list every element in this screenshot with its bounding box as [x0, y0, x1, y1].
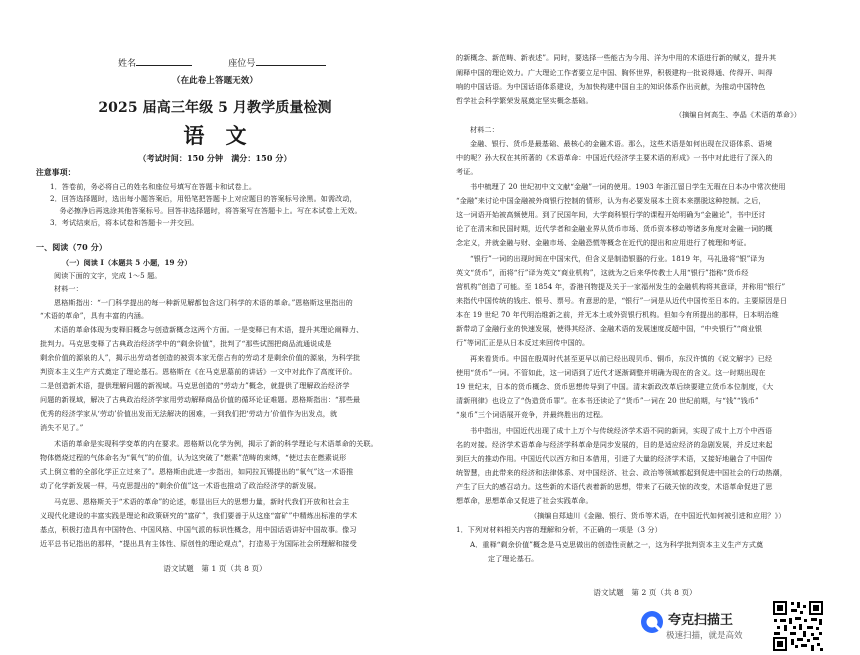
material-2-label: 材料二：	[470, 125, 499, 134]
text-line: 新带动了金融行业的快速发展，使得其经济、金融术语的发展速度反超中国，“中央银行”“商业银	[456, 324, 763, 333]
app-slogan: 极速扫描，就是高效	[666, 631, 743, 641]
notice-title: 注意事项：	[36, 168, 76, 177]
notice-2b: 务必擦净后再选涂其他答案标号。回答非选择题时，将答案写在答题卡上。写在本试卷上无效。	[50, 206, 362, 215]
text-line: 19 世纪末，日本的货币概念、货币思想传导到了中国。清末新政改革后续要建立货币本位制度，《大	[456, 382, 774, 391]
source-citation-1: （摘编自何高生、李晶《术语的革命》）	[675, 110, 801, 119]
text-line: 的新概念、新范畴、新表述”。同时，要选择一些能古为今用、洋为中用的术语进行新的赋义，提升其	[456, 53, 777, 62]
text-line: 二是创造新术语，提供理解问题的新视域。马克思创造的“劳动力”概念，就提供了理解政治经济学	[40, 381, 350, 390]
text-line: 近平总书记指出的那样，“提出具有主体性、原创性的理论观点”，打造易于为国际社会所理解和接受	[40, 539, 357, 548]
material-1-label: 材料一：	[54, 284, 83, 293]
text-line: 问题的新视域，解决了古典政治经济学家用劳动解释商品价值的循环论证难题。恩格斯指出：“那些最	[40, 395, 361, 404]
page-footer: 语文试题 第 1 页（共 8 页）	[163, 564, 267, 573]
question-1: 1．下列对材料相关内容的理解和分析，不正确的一项是（3 分）	[456, 525, 662, 534]
text-line: 再来看货币。中国在殷周时代甚至更早以前已经出现贝币、铜币，东汉许慎的《说文解字》已经	[470, 354, 773, 363]
subsection-reading-1: （一）阅读 I（本题共 5 小题，19 分）	[62, 258, 192, 267]
text-line: 马克思、恩格斯关于“术语的革命”的论述，彰显出巨大的思想力量，新时代我们开放和社会主	[54, 497, 350, 506]
scanner-watermark	[640, 605, 754, 645]
instruction: 阅读下面的文字，完成 1～5 题。	[54, 271, 162, 280]
text-line: 动了化学新发展一样，马克思提出的“剩余价值”这一术语也推动了政治经济学的新发展。	[40, 481, 321, 490]
no-answer-note: （在此卷上答题无效）	[171, 76, 258, 86]
app-name: 夸克扫描王	[668, 613, 734, 628]
page-footer: 语文试题 第 2 页（共 8 页）	[593, 588, 697, 597]
text-line: 书中梳理了 20 世纪初中文文献“金融”一词的使用。1903 年浙江留日学生无瑕在日本办中常次使用	[470, 182, 786, 191]
time-score: （考试时间：150 分钟 满分：150 分）	[138, 153, 292, 163]
text-line: 哲学社会科学繁荣发展奠定坚实概念基础。	[456, 96, 593, 105]
text-line: 使用“货币”一词。不管如此，这一词语到了近代才逐渐调整并明确为现在的含义。这一时期出现在	[456, 368, 766, 377]
text-line: 恩格斯指出：“一门科学提出的每一种新见解都包含这门科学的术语的革命。”恩格斯这里指出的	[54, 298, 353, 307]
text-line: 消失不见了。”	[40, 423, 84, 432]
seat-label: 座位号	[228, 59, 256, 69]
text-line: 到巨大的推动作用。中国近代以西方和日本借用，引进了大量的经济学术语，又接好地融合了中国传	[456, 454, 773, 463]
text-line: 本在 19 世纪 70 年代明治维新之前，并无本土或外资银行机构。但如今有所提出的那样，日本明治维	[456, 310, 779, 319]
text-line: 术语的革命体现为变释旧概念与创造新概念这两个方面。一是变释已有术语，提升其理论阐释力、	[54, 325, 364, 334]
text-line: 批判力。马克思变释了古典政治经济学中的“剩余价值”，批判了“那些试图把商品流通说成是	[40, 339, 332, 348]
text-line: 金融、银行、货币是最基础、最核心的金融术语。那么，这些术语是如何出现在汉语体系、语境	[470, 139, 773, 148]
text-line: “金融”来讨论中国金融被外商银行控制的情形，认为有必要发展本土资本来摆脱这种控制。之后，	[456, 196, 766, 205]
notice-1: 1．答卷前，务必将自己的姓名和座位号填写在答题卡和试卷上。	[50, 182, 257, 191]
text-line: 物体燃烧过程的气体命名为“氧气”的价值，认为这突破了“燃素”范畴的束缚，“使过去在燃素说形	[40, 453, 347, 462]
text-line: 产生了巨大的感召动力。这些新的术语代表着新的思想，带来了石破天惊的改变，术语革命促进了思	[456, 482, 773, 491]
notice-3: 3．考试结束后，将本试卷和答题卡一并交回。	[50, 218, 199, 227]
text-line: 论了在清末和民国时期，近代学者和金融业界从货币市场、货币资本移动等诸多角度对金融一词的概	[456, 224, 773, 233]
text-line: “泉币”三个词语展开竞争，并最终胜出的过程。	[456, 410, 608, 419]
subject-title: 语 文	[183, 124, 247, 148]
text-line: 考证。	[456, 167, 478, 176]
text-line: 来指代中国传统的钱庄、银号、票号。有意思的是，“银行”一词是从近代中国传至日本的。主要原因是日	[456, 296, 788, 305]
exam-header	[118, 57, 326, 71]
exam-title: 2025 届高三年级 5 月教学质量检测	[98, 100, 332, 116]
text-line: 判资本主义生产方式奠定了理论基石。恩格斯在《在马克思墓前的讲话》一文中对此作了高度评价。	[40, 367, 357, 376]
text-line: 念定义，并就金融与财、金融市场、金融恐慌等概念在近代的提出和应用进行了梳理和考证。	[456, 238, 751, 247]
text-line: 剩余价值的源泉的人”，揭示出劳动者创造的被资本家无偿占有的劳动才是剩余价值的源泉，为科学批	[40, 353, 361, 362]
question-1-option-a-cont: 定了理论基石。	[488, 554, 539, 563]
right-page	[430, 0, 860, 655]
qr-code-icon	[771, 599, 825, 653]
text-line: 义现代化建设的丰富实践是理论和政策研究的“富矿”，我们要善于从这座“富矿”中精炼出标准的学术	[40, 511, 358, 520]
text-line: 书中指出，中国近代出现了成十上万个与传统经济学术语不同的新词，实现了成十上万个中西语	[470, 426, 773, 435]
text-line: 基点，积极打造具有中国特色、中国风格、中国气派的标识性概念，用中国话语讲好中国故事。像习	[40, 525, 357, 534]
name-label: 姓名	[118, 59, 137, 69]
text-line: 响的中国话语。为中国话语体系建设，为加快构建中国自主的知识体系作出贡献，为推动中国特色	[456, 82, 766, 91]
section-reading: 一、阅读（70 分）	[36, 242, 107, 252]
text-line: 营机构”创造了可能。至 1854 年，香港刊物提及关于一家福州发生的金融机构将其意译，并称用“银行”	[456, 282, 786, 291]
text-line: 统智慧，由此带来的经济和法律体系、对中国经济、社会、政治等领域都起到促进中国社会的行动热潮，	[456, 468, 787, 477]
source-citation-2: （摘编自郑迪川《金融、银行、货币等术语，在中国近代如何被引进和应用？》）	[530, 511, 786, 520]
notice-2: 2．回答选择题时，选出每小题答案后，用铅笔把答题卡上对应题目的答案标号涂黑。如需改动，	[50, 194, 357, 203]
text-line: 中的呢？孙大权在其所著的《术语革命：中国近代经济学主要术语的形成》一书中对此进行了深入的	[456, 153, 773, 162]
text-line: 阐释中国的理论效力。广大理论工作者要立足中国、胸怀世界，积极建构一批说得通、传得开、叫得	[456, 68, 773, 77]
text-line: 名的对接。经济学术语革命与经济学科革命是同步发展的，目的是适应经济的急剧发展，并反过来起	[456, 440, 773, 449]
text-line: 式上倒立着的全部化学正立过来了”。恩格斯由此进一步指出，如同拉瓦锡提出的“氧气”这一术语推	[40, 467, 354, 476]
seat-blank	[256, 57, 326, 66]
text-line: 清新刑律》也设立了“伪造货币罪”。在本书还读论了“货币”一词在 20 世纪前期，与“钱”“钱币”	[456, 396, 759, 405]
text-line: 英文“货币”，而将“行”译为英文“商业机构”，这就为之后来华传教士人用“银行”指称“货币经	[456, 268, 749, 277]
text-line: 优秀的经济学家从‘劳动’价值出发而无法解决的困难，一到我们把‘劳动力’价值作为出发点，就	[40, 409, 338, 418]
text-line: 术语的革命是实现科学变革的内在要求。恩格斯以化学为例，揭示了新的科学理论与术语革命的关联。	[54, 439, 378, 448]
text-line: “术语的革命”，具有丰富的内涵。	[40, 311, 149, 320]
text-line: 行”等词汇正是从日本反过来回传中国的。	[456, 338, 590, 347]
text-line: 想革命，思想革命又促进了社会实践革命。	[456, 496, 593, 505]
name-blank	[136, 57, 192, 66]
question-1-option-a: A．重释“剩余价值”概念是马克思做出的创造性贡献之一，这为科学批判资本主义生产方式奠	[470, 540, 764, 549]
text-line: “银行”一词的出现时间在中国宋代，但含义是制造银器的行业。1819 年，马礼逊将“银”译为	[470, 254, 765, 263]
text-line: 这一词语开始被高频使用。到了民国年间，大学商科银行学的课程开始明确为“金融论”，书中还讨	[456, 210, 766, 219]
quark-logo-icon	[640, 610, 664, 634]
